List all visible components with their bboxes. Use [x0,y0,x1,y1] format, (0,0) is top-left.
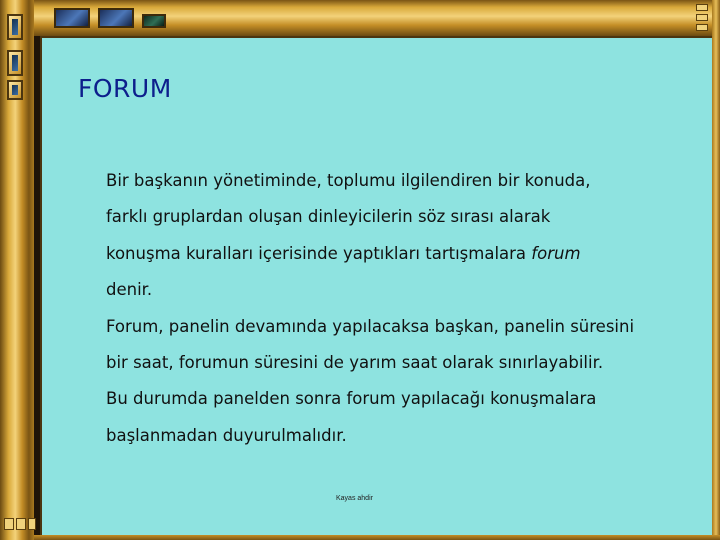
frame-bottom [34,535,720,540]
frame-top [34,0,720,36]
corner-grid-icon [696,24,708,31]
footer-author: Kayas ahdir [336,495,373,502]
corner-grid-icon [696,14,708,21]
window-tile-icon [54,8,90,28]
nav-button-icon[interactable] [7,80,23,100]
frame-right [712,0,720,540]
nav-button-icon[interactable] [7,50,23,76]
text-line: Bu durumda panelden sonra forum yapılacağı konuşmalara [106,389,597,409]
text-segment: konuşma kuralları içerisinde yaptıkları tartışmalara [106,243,527,263]
text-line: denir. [106,280,153,300]
text-line: Forum, panelin devamında yapılacaksa başkan, panelin süresini [106,316,635,336]
text-line: farklı gruplardan oluşan dinleyicilerin söz sırası alarak [106,207,551,227]
corner-grid-icon [4,518,14,530]
corner-grid-icon [696,4,708,11]
page-title: FORUM [78,74,172,103]
text-line: bir saat, forumun süresini de yarım saat olarak sınırlayabilir. [106,353,604,373]
text-line: başlanmadan duyurulmalıdır. [106,425,347,445]
emphasized-term: forum [531,243,581,263]
text-line: Bir başkanın yönetiminde, toplumu ilgilendiren bir konuda, [106,171,591,190]
text-line [106,236,696,272]
corner-grid-icon [16,518,26,530]
dark-tile-icon [142,14,166,28]
nav-button-icon[interactable] [7,14,23,40]
body-text [106,163,696,454]
corner-grid-icon [28,518,36,530]
screen-tile-icon [98,8,134,28]
